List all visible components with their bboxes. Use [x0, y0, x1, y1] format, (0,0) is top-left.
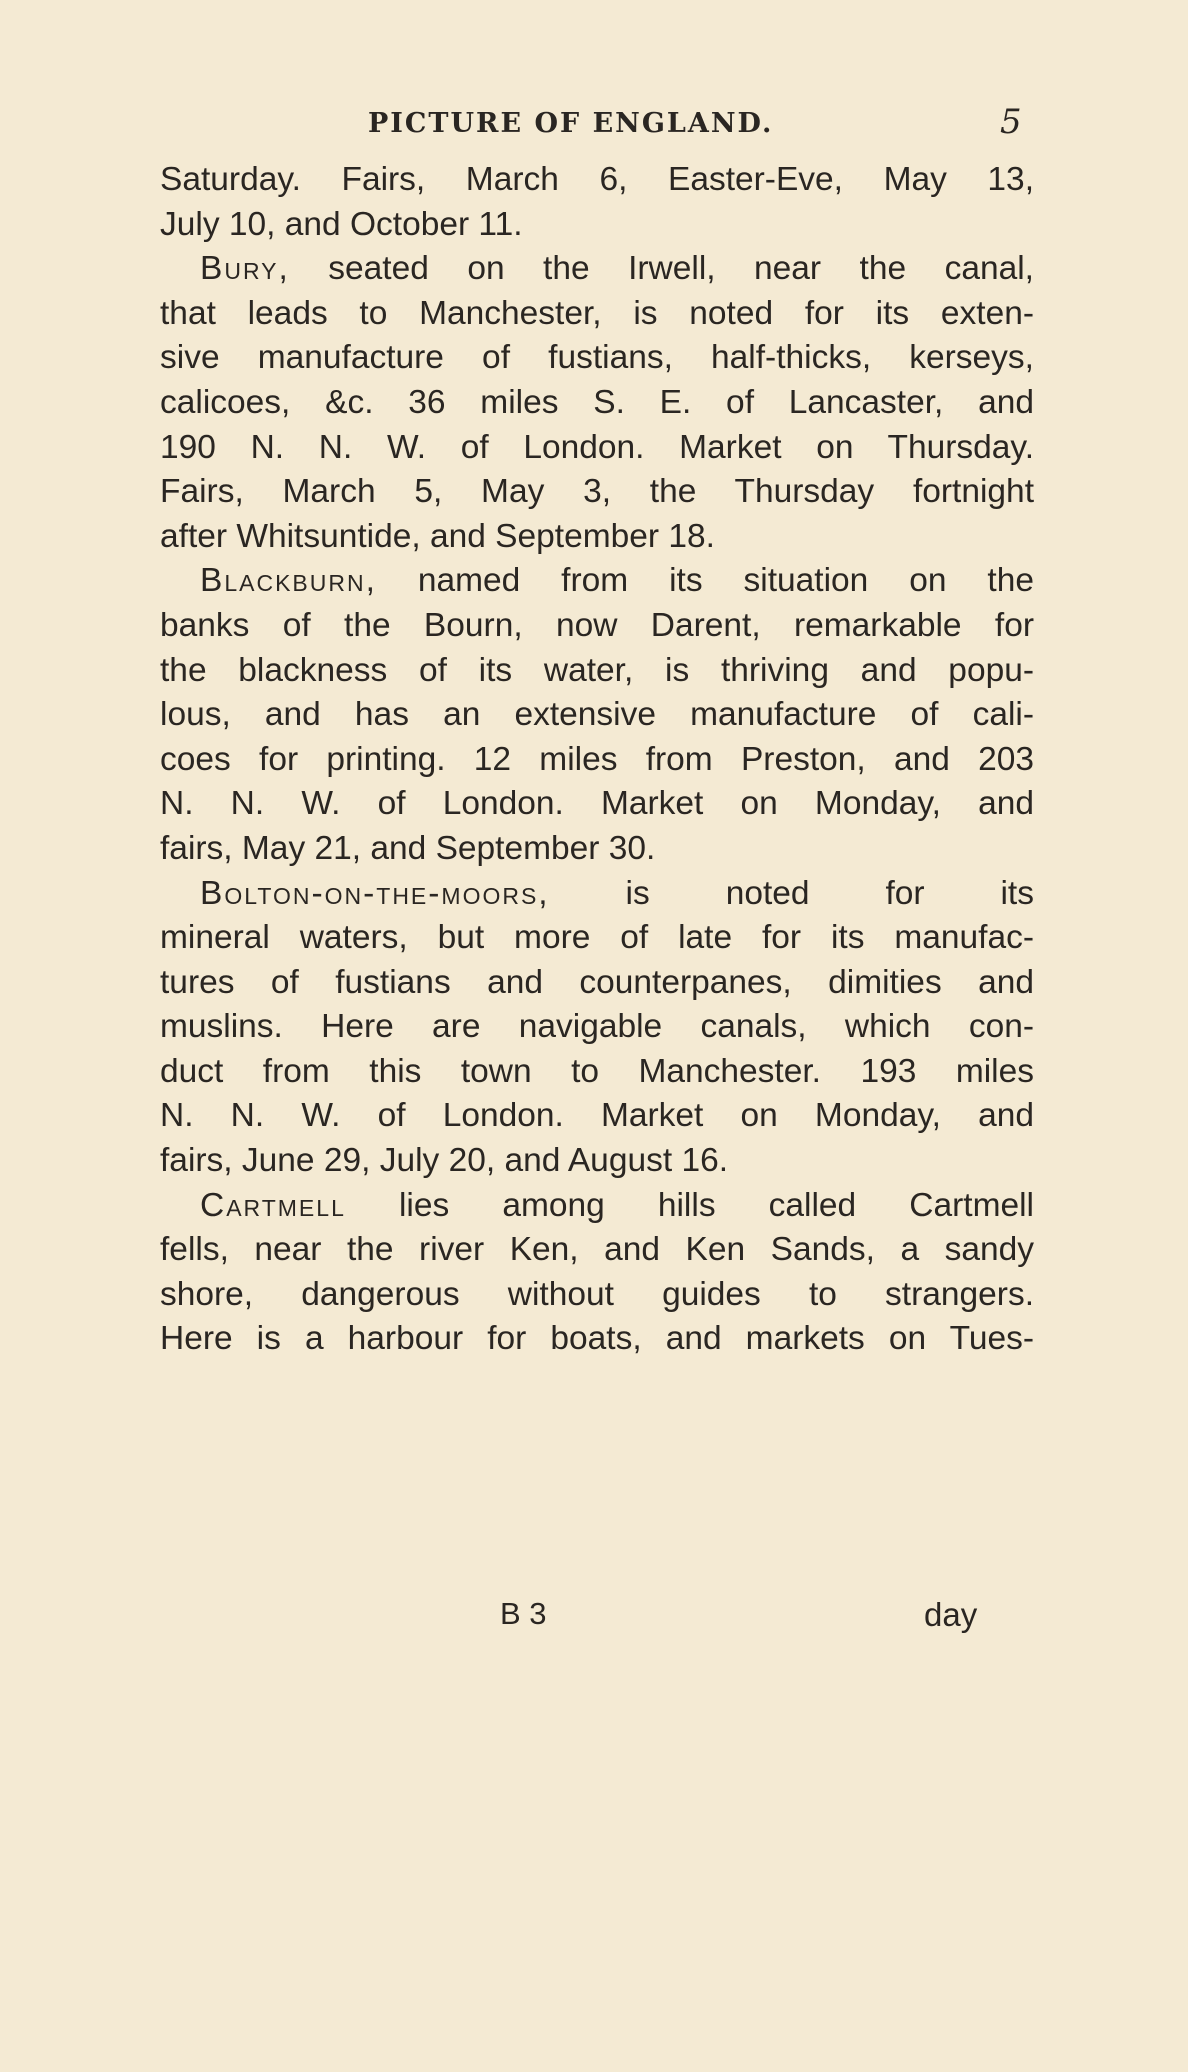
text-line: Here is a harbour for boats, and markets on Tues-: [160, 1320, 1034, 1358]
text-fragment: is noted for its: [549, 874, 1034, 912]
text-line: 190 N. N. W. of London. Market on Thursday.: [160, 428, 1034, 466]
text-line: after Whitsuntide, and September 18.: [160, 517, 715, 555]
text-line: fells, near the river Ken, and Ken Sands, a sandy: [160, 1231, 1034, 1269]
entry-heading-cartmell: Cartmell: [200, 1186, 346, 1224]
text-line: muslins. Here are navigable canals, which con-: [160, 1008, 1034, 1046]
text-fragment: seated on the Irwell, near the canal,: [289, 250, 1034, 288]
catchword: day: [924, 1596, 978, 1633]
entry-first-line: [160, 247, 1034, 292]
text-fragment: named from its situation on the: [376, 562, 1034, 600]
entry-heading-blackburn: Blackburn,: [200, 562, 377, 600]
text-line: Fairs, March 5, May 3, the Thursday fortnight: [160, 473, 1034, 511]
entry-heading-bury: Bury,: [200, 250, 290, 288]
text-line: that leads to Manchester, is noted for its exten-: [160, 294, 1034, 332]
entry-first-line: [160, 872, 1034, 917]
text-line: calicoes, &c. 36 miles S. E. of Lancaster, and: [160, 383, 1034, 421]
text-line: lous, and has an extensive manufacture of cali-: [160, 696, 1034, 734]
text-line: sive manufacture of fustians, half-thicks, kerseys,: [160, 339, 1034, 377]
running-title: PICTURE OF ENGLAND.: [368, 108, 774, 139]
text-line: banks of the Bourn, now Darent, remarkable for: [160, 606, 1034, 644]
text-line: tures of fustians and counterpanes, dimities and: [160, 963, 1034, 1001]
text-line: the blackness of its water, is thriving and popu-: [160, 651, 1034, 689]
text-line: N. N. W. of London. Market on Monday, and: [160, 1097, 1034, 1135]
text-line: fairs, June 29, July 20, and August 16.: [160, 1142, 729, 1180]
page-number: 5: [1000, 102, 1022, 142]
text-line: N. N. W. of London. Market on Monday, and: [160, 785, 1034, 823]
entry-heading-bolton: Bolton-on-the-moors,: [200, 874, 550, 912]
entry-first-line: [160, 559, 1034, 604]
text-line: July 10, and October 11.: [160, 205, 523, 243]
text-line: fairs, May 21, and September 30.: [160, 829, 656, 867]
text-line: mineral waters, but more of late for its manufac-: [160, 919, 1034, 957]
body-text: [160, 158, 1034, 1362]
text-line: Saturday. Fairs, March 6, Easter-Eve, May 13,: [160, 161, 1034, 198]
text-fragment: lies among hills called Cartmell: [345, 1186, 1034, 1224]
text-line: duct from this town to Manchester. 193 miles: [160, 1052, 1034, 1090]
text-line: coes for printing. 12 miles from Preston, and 203: [160, 740, 1034, 778]
entry-first-line: [160, 1184, 1034, 1229]
signature-mark: B 3: [500, 1596, 547, 1631]
text-line: shore, dangerous without guides to strangers.: [160, 1275, 1034, 1313]
